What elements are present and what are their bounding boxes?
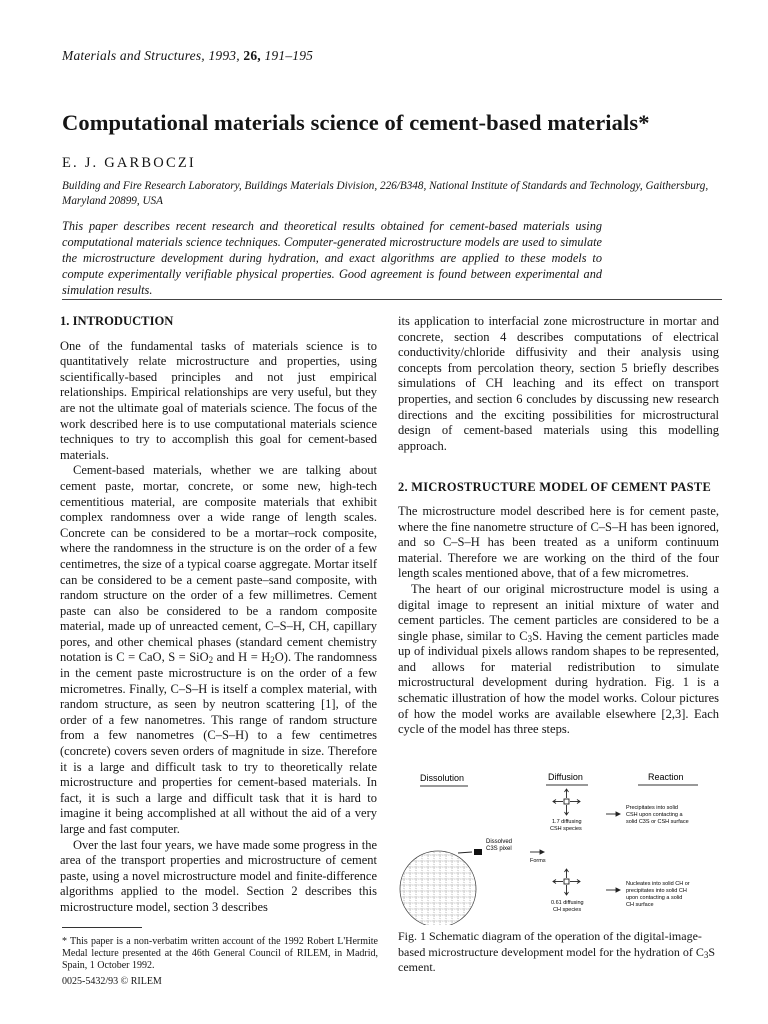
journal-name: Materials and Structures, — [62, 48, 205, 63]
author-affiliation: Building and Fire Research Laboratory, Buildings Materials Division, 226/B348, National Institute of Standards and Technology, Gaithersburg, Maryland 20899, USA — [62, 180, 709, 207]
journal-volume: 26, — [243, 48, 261, 63]
section-heading-microstructure: 2. MICROSTRUCTURE MODEL OF CEMENT PASTE — [398, 480, 712, 495]
intro-paragraph-1: One of the fundamental tasks of materials science is to quantitatively relate microstructure and properties, using scientifically-based principles and not just empirical relationships. Empirical relationships are very useful, but they are not the ultimate goal of materials science. The focus of the work described here is to use computational materials science techniques to try to accomplish this goal for cement-based materials. — [60, 338, 377, 462]
dissolved-pixel — [474, 849, 482, 855]
model-paragraph-1: The microstructure model described here is for cement paste, where the fine nanometre structure of C–S–H has been ignored, and so C–S–H has been treated as a uniform continuum material. Therefore we are working on the third of the four length scales mentioned above, that of a few micrometres. — [398, 503, 719, 581]
cement-particle-grid — [400, 849, 482, 925]
reaction-2-text-b: precipitates into solid CH — [626, 888, 687, 894]
reaction-2-text-c: upon contacting a solid — [626, 895, 683, 901]
reaction-1-text-c: solid C3S or CSH surface — [626, 819, 689, 825]
journal-citation — [62, 48, 313, 64]
col-reaction-label: Reaction — [648, 772, 684, 782]
abstract: This paper describes recent research and theoretical results obtained for cement-based materials using computational materials science techniques. Computer-generated microstructure models are used to simulate the microstructure development during hydration, and exact algorithms are applied to these models to compute experimentally verifiable physical properties. Good agreement is found between experimental and simulation results. — [62, 219, 602, 297]
paper-title: Computational materials science of cement-based materials* — [62, 110, 650, 135]
col-diffusion-label: Diffusion — [548, 772, 583, 782]
forms-arrow — [530, 850, 544, 854]
footnote-divider — [62, 927, 142, 928]
dissolved-label-b: C3S pixel — [486, 846, 512, 852]
right-column — [398, 314, 719, 738]
journal-year: 1993, — [208, 48, 240, 63]
dissolved-label-a: Dissolved — [486, 839, 513, 845]
diffusion-2-text-b: CH species — [553, 907, 582, 913]
reaction-1-text-a: Precipitates into solid — [626, 805, 678, 811]
abstract-divider — [62, 299, 722, 300]
figure-1-schematic — [398, 765, 728, 925]
diffusion-cross-1 — [553, 789, 580, 815]
journal-pages: 191–195 — [264, 48, 314, 63]
reaction-1-text-b: CSH upon contacting a — [626, 812, 683, 818]
diffusion-2-text-a: 0.61 diffusing — [551, 900, 584, 906]
reaction-2-text-d: CH surface — [626, 902, 654, 908]
reaction-2-text-a: Nucleates into solid CH or — [626, 881, 690, 887]
diffusion-1-text-a: 1.7 diffusing — [552, 819, 582, 825]
footnote: * This paper is a non-verbatim written account of the 1992 Robert L'Hermite Medal lecture presented at the 46th General Council of RILEM, in Madrid, Spain, 1 October 1992. — [62, 936, 378, 972]
col-dissolution-label: Dissolution — [420, 773, 465, 783]
diffusion-cross-2 — [553, 869, 580, 895]
dissolved-pixel-pointer — [458, 852, 472, 853]
intro-paragraph-2: Cement-based materials, whether we are talking about cement paste, mortar, concrete, or some new, high-tech cementitious material, are composite materials that exhibit complex randomness over a wide range of length scales. Concrete can be considered to be a mortar–rock composite, where the randomness in the structure is on the order of a few centimetres, the size of a typical coarse aggregate. Mortar itself can be considered to be a cement paste–sand composite, with random structure on the order of a few millimetres. Cement paste can also be considered to be a random composite material, made up of unreacted cement, C–S–H, CH, capillary pores, and other chemical phases (standard cement chemistry notation is C = CaO, S = SiO$_2$ and $H = H_2O$). The randomness in the cement paste microstructure is on the order of a few micrometres. Finally, C–S–H is itself a complex material, with random structure, as seen by neutron scattering [1], of the order of a few nanometres. This range of random structure from a few nanometres (C–S–H) to a few centimetres (concrete) covers seven orders of magnitude in size. Therefore it is a large and difficult task to try to theoretically relate microstructure and properties for cement-based materials. In fact, it is such a large and difficult task that it is hard to imagine it being accomplished at all without the aid of a very large and fast computer. — [60, 463, 378, 836]
intro-continuation: its application to interfacial zone microstructure in mortar and concrete, section 4 describes computations of electrical conductivity/chloride diffusivity and their analysis using concepts from percolation theory, section 5 briefly describes simulations of CH leaching and its effect on transport properties, and section 6 concludes by discussing new research directions and the exciting possibilities for microstructural design of cement-based materials using this modelling approach. — [398, 314, 719, 453]
figure-1-caption: Fig. 1 Schematic diagram of the operation of the digital-image-based microstructure development model for the hydration of $C_3S$ cement. — [398, 929, 716, 974]
intro-paragraph-3: Over the last four years, we have made some progress in the area of the transport properties and microstructure of cement paste, using a novel microstructure model and finite-difference algorithms applied to the model. Section 2 describes this microstructure model, section 3 describes — [60, 837, 377, 914]
reaction-arrow-1 — [606, 812, 620, 816]
left-column — [60, 314, 377, 916]
reaction-arrow-2 — [606, 888, 620, 892]
section-heading-introduction: 1. INTRODUCTION — [60, 314, 174, 328]
diffusion-1-text-b: CSH species — [550, 826, 582, 832]
author-name: E. J. GARBOCZI — [62, 155, 196, 171]
forms-label: Forms — [530, 858, 546, 864]
model-paragraph-2: The heart of our original microstructure model is using a digital image to represent an initial mixture of water and cement particles. The cement particles are considered to be a single phase, similar to $C_3S$. Having the cement particles made up of individual pixels allows random shapes to be represented, and allows for material redistribution to simulate microstructural development during hydration. Fig. 1 is a schematic illustration of how the model works. Colour pictures of how the model works are available elsewhere [2,3]. Each cycle of the model has three steps. — [398, 581, 719, 737]
issn-line: 0025-5432/93 © RILEM — [62, 976, 162, 987]
